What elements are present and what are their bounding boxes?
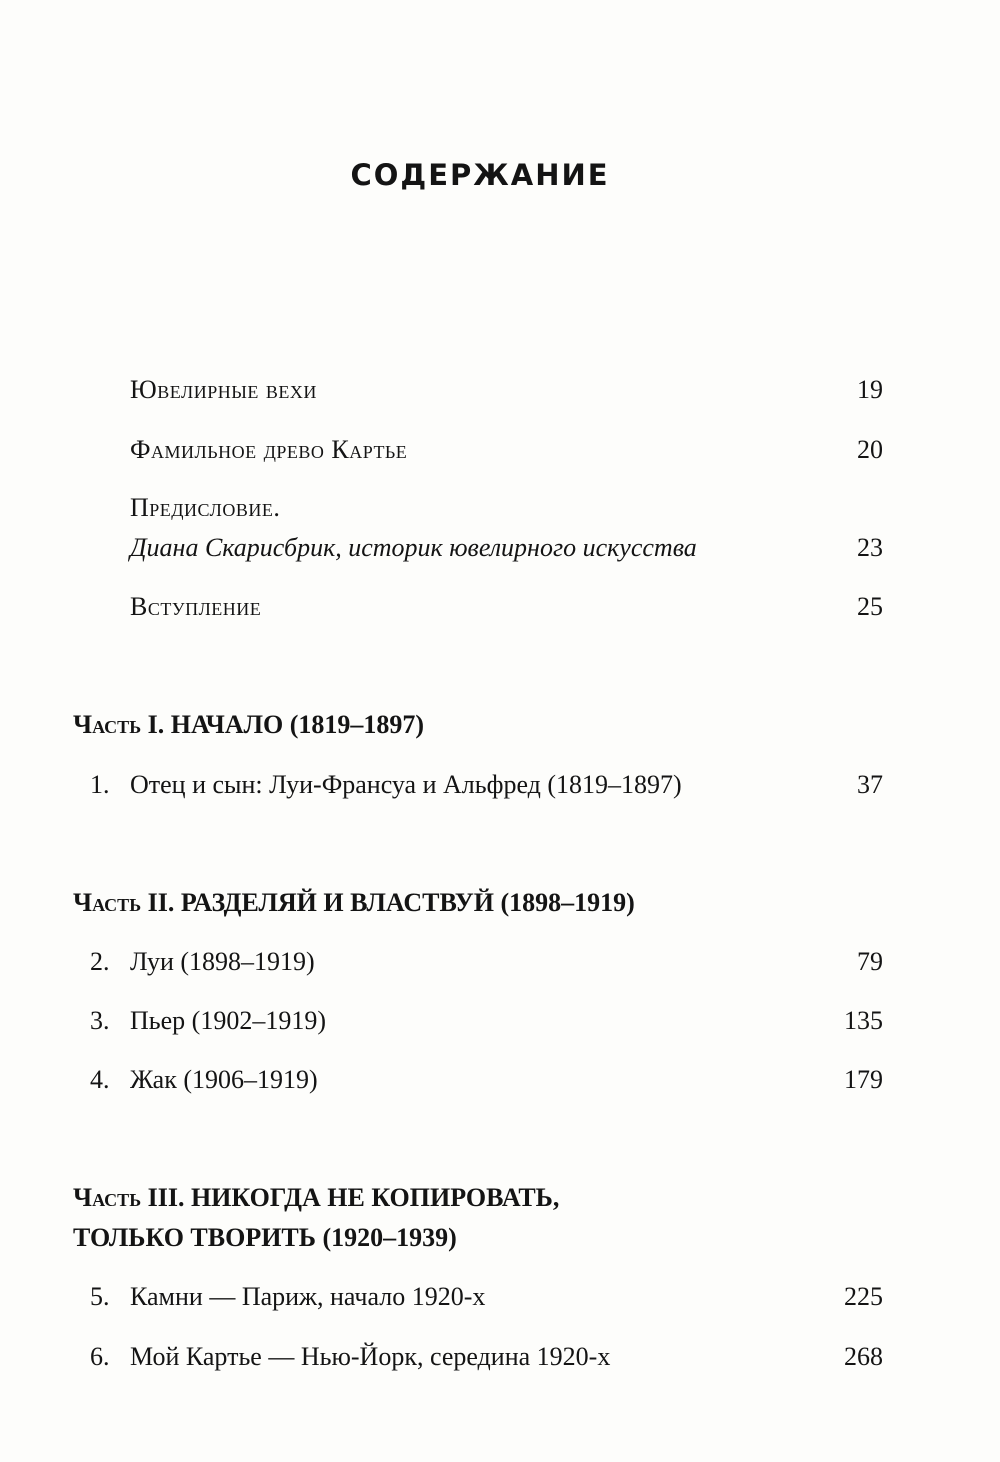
entry-sublabel: Диана Скарисбрик, историк ювелирного искусства — [130, 533, 697, 562]
toc-entry — [0, 1004, 1000, 1038]
part-title: РАЗДЕЛЯЙ И ВЛАСТВУЙ (1898–1919) — [180, 888, 635, 917]
toc-entry — [0, 1340, 1000, 1374]
entry-page: 20 — [857, 435, 883, 464]
entry-label: Отец и сын: Луи-Франсуа и Альфред (1819–1897) — [130, 770, 682, 799]
entry-page: 135 — [844, 1006, 883, 1035]
page-title: СОДЕРЖАНИЕ — [350, 158, 610, 192]
toc-entry — [0, 531, 1000, 565]
entry-page: 37 — [857, 770, 883, 799]
toc-entry — [0, 768, 1000, 802]
part-title: НАЧАЛО (1819–1897) — [170, 710, 425, 739]
chapter-number: 2. — [90, 947, 110, 976]
chapter-number: 4. — [90, 1065, 110, 1094]
entry-label: Ювелирные вехи — [130, 375, 317, 404]
entry-label: Жак (1906–1919) — [130, 1065, 318, 1094]
part-heading — [73, 883, 635, 923]
toc-entry — [0, 373, 1000, 407]
chapter-number: 3. — [90, 1006, 110, 1035]
toc-entry — [0, 1280, 1000, 1314]
chapter-number: 6. — [90, 1342, 110, 1371]
chapter-number: 1. — [90, 770, 110, 799]
toc-entry — [0, 945, 1000, 979]
part-title-line2: ТОЛЬКО ТВОРИТЬ (1920–1939) — [73, 1223, 457, 1252]
entry-label: Камни — Париж, начало 1920-х — [130, 1282, 486, 1311]
part-heading-line2 — [73, 1218, 457, 1258]
entry-label: Мой Картье — Нью-Йорк, середина 1920-х — [130, 1342, 611, 1371]
entry-page: 179 — [844, 1065, 883, 1094]
chapter-number: 5. — [90, 1282, 110, 1311]
entry-page: 79 — [857, 947, 883, 976]
part-prefix: Часть III. — [73, 1183, 185, 1212]
entry-label: Пьер (1902–1919) — [130, 1006, 326, 1035]
entry-page: 268 — [844, 1342, 883, 1371]
part-prefix: Часть II. — [73, 888, 175, 917]
part-heading — [73, 1178, 559, 1218]
part-heading — [73, 705, 424, 745]
entry-page: 25 — [857, 592, 883, 621]
entry-label: Предисловие. — [130, 493, 281, 522]
entry-label: Луи (1898–1919) — [130, 947, 315, 976]
part-prefix: Часть I. — [73, 710, 165, 739]
toc-entry — [0, 590, 1000, 624]
toc-entry — [0, 433, 1000, 467]
entry-label: Фамильное древо Картье — [130, 435, 408, 464]
part-title: НИКОГДА НЕ КОПИРОВАТЬ, — [190, 1183, 560, 1212]
toc-entry — [0, 1063, 1000, 1097]
entry-page: 225 — [844, 1282, 883, 1311]
entry-page: 19 — [857, 375, 883, 404]
entry-page: 23 — [857, 533, 883, 562]
entry-label: Вступление — [130, 592, 262, 621]
toc-entry — [0, 491, 1000, 525]
